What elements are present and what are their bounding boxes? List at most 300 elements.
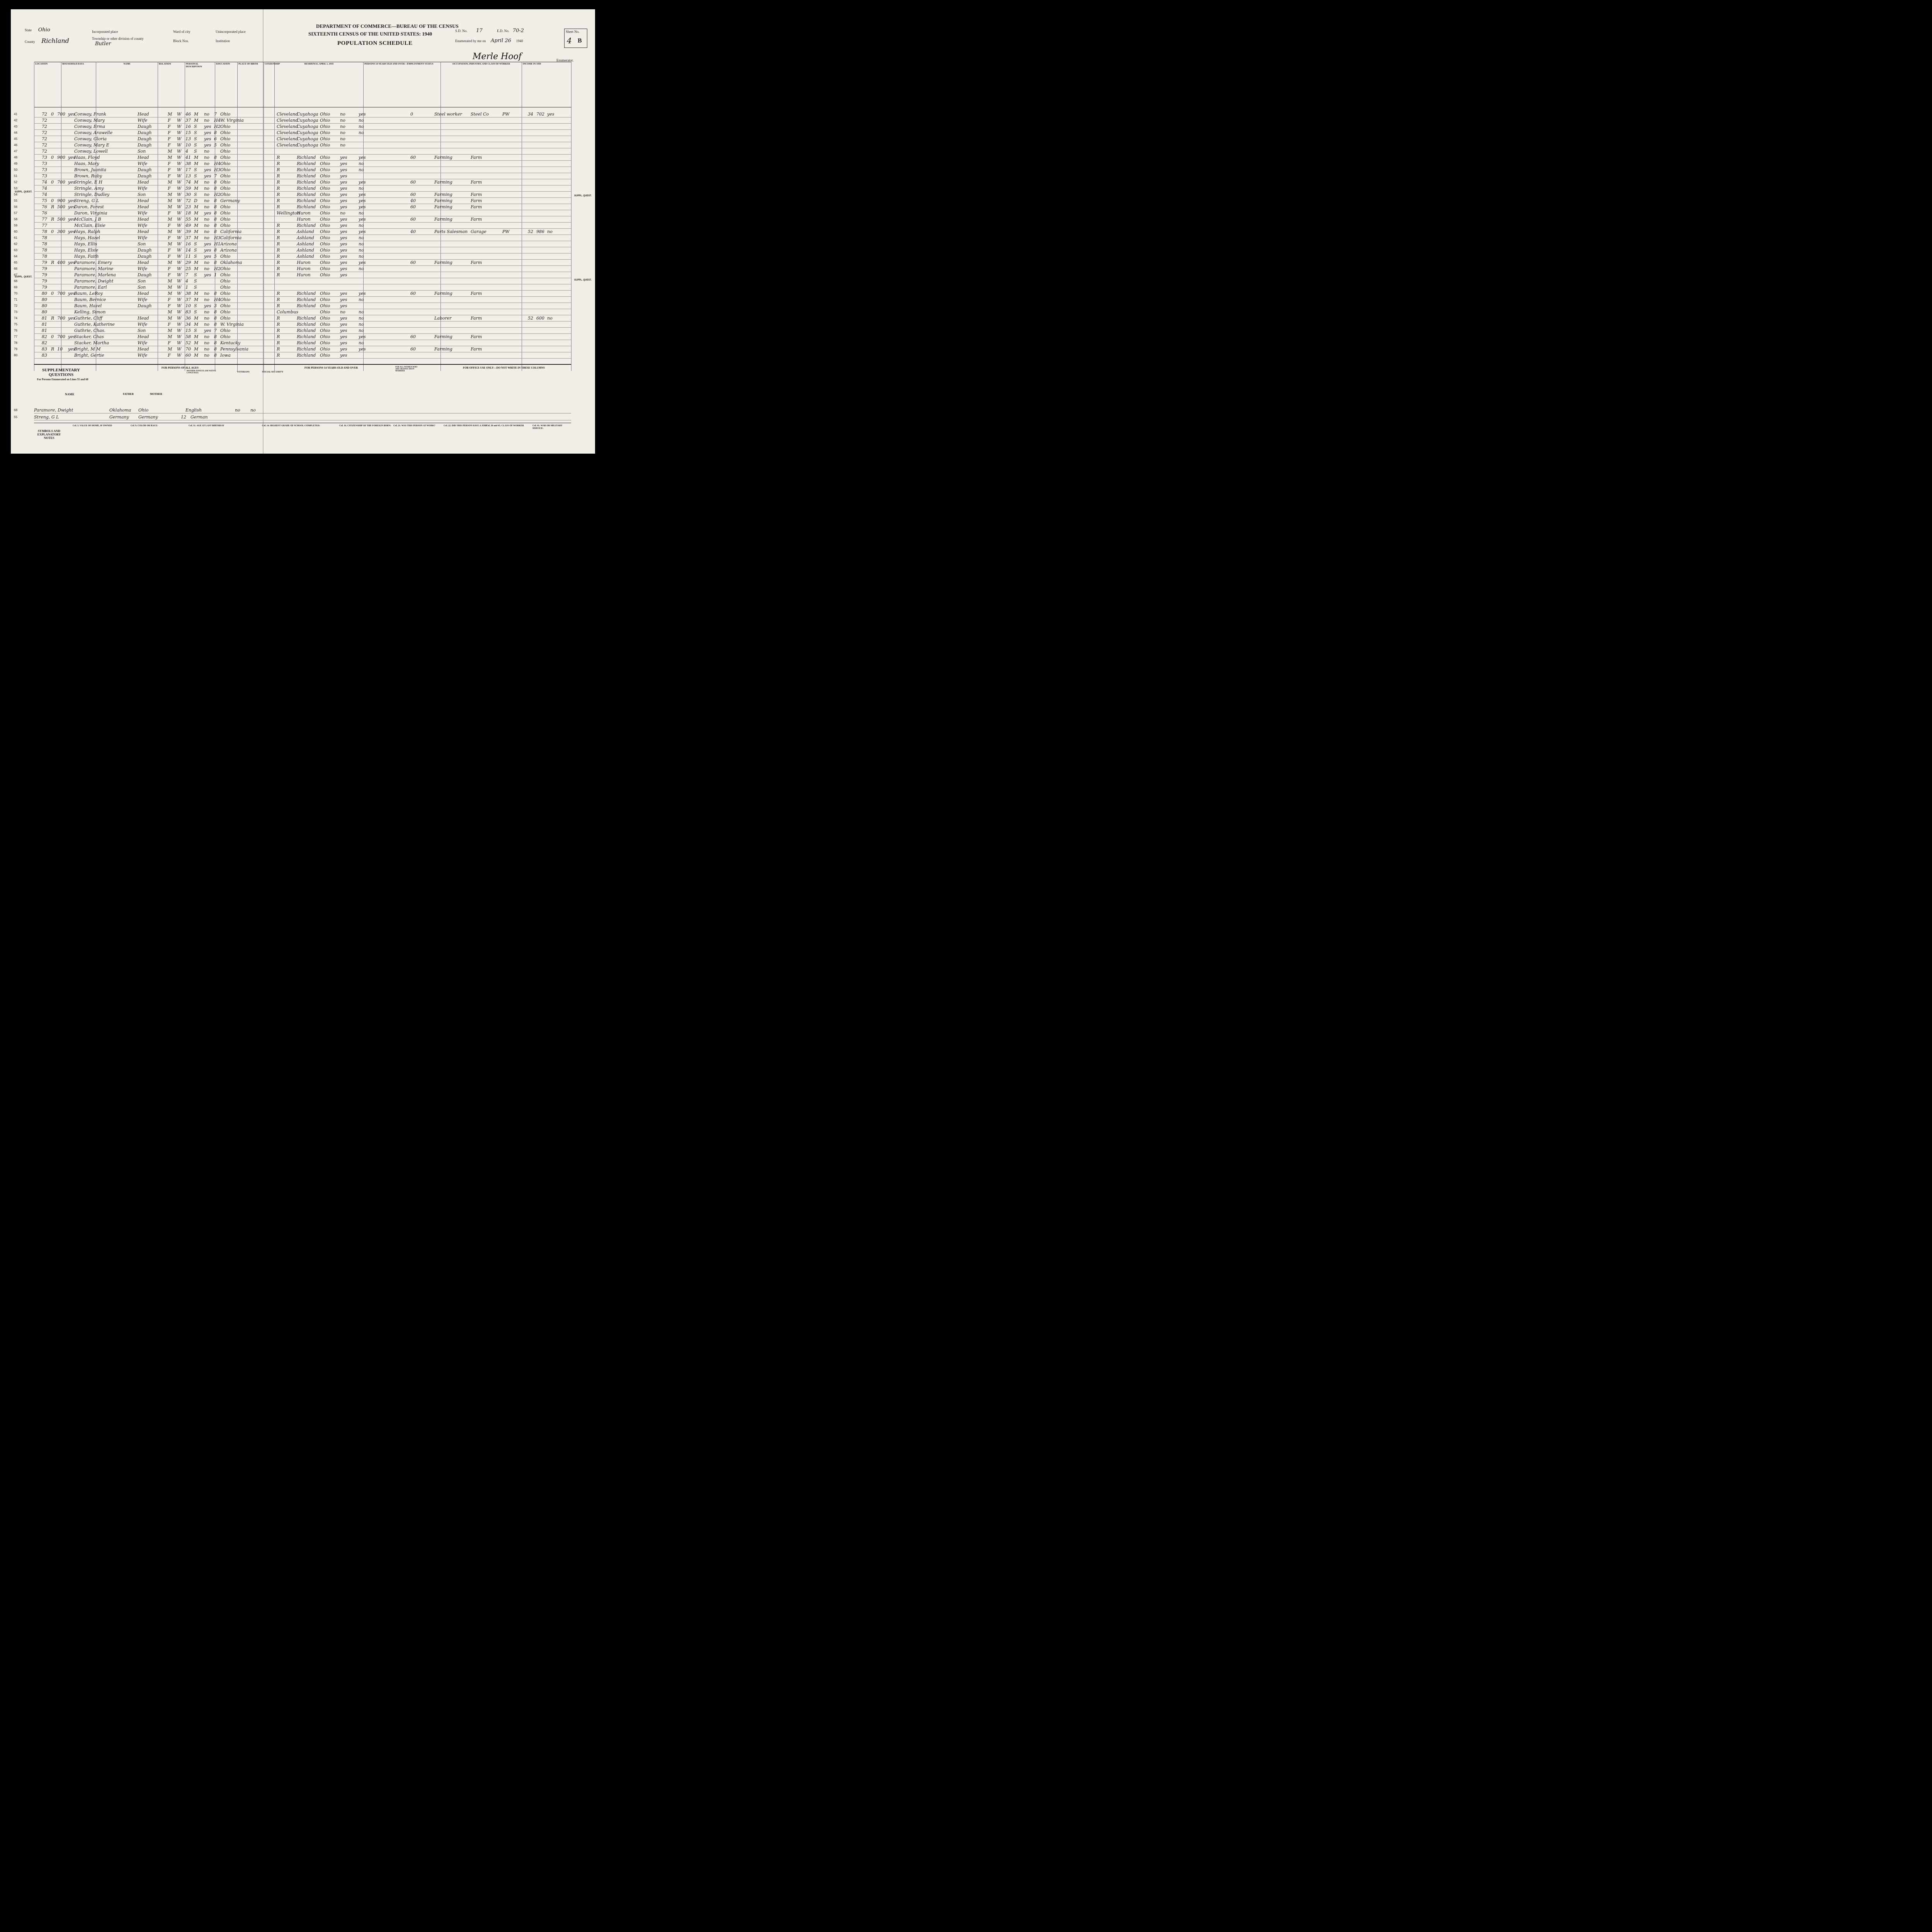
column-headings bbox=[34, 62, 571, 107]
city-1935: R bbox=[277, 322, 280, 327]
relation: Daugh bbox=[138, 303, 152, 308]
person-name: Stacker, Martha bbox=[74, 340, 109, 345]
line-number: 77 bbox=[14, 335, 17, 338]
race: W bbox=[177, 136, 182, 141]
wages: 702 bbox=[536, 112, 544, 117]
footer-col11: Col. 11. AGE AT LAST BIRTHDAY bbox=[189, 425, 224, 427]
table-row bbox=[14, 309, 571, 315]
birthplace: Ohio bbox=[220, 303, 231, 308]
supp-line: 55 bbox=[14, 415, 17, 419]
footer-col9: Col. 9. COLOR OR RACE: bbox=[131, 425, 158, 427]
occupation: Parts Salesman bbox=[434, 229, 468, 234]
race: W bbox=[177, 353, 182, 358]
person-name: McClain, Elsie bbox=[74, 223, 105, 228]
hours-worked: 60 bbox=[410, 291, 416, 296]
relation: Daugh bbox=[138, 124, 152, 129]
band-all-ages: FOR PERSONS OF ALL AGES bbox=[162, 366, 199, 369]
occupation: Farming bbox=[434, 180, 452, 185]
relation: Daugh bbox=[138, 130, 152, 135]
institution-field bbox=[216, 39, 230, 43]
marital-status: S bbox=[194, 310, 197, 315]
marital-status: M bbox=[194, 155, 199, 160]
grade: 8 bbox=[214, 340, 217, 345]
sex: M bbox=[168, 242, 172, 247]
age: 17 bbox=[185, 167, 191, 172]
attending-school: no bbox=[204, 347, 209, 352]
birthplace: Ohio bbox=[220, 266, 231, 271]
state-1935: Ohio bbox=[320, 155, 330, 160]
industry: Farm bbox=[471, 334, 482, 339]
county-1935: Richland bbox=[297, 192, 316, 197]
visitation: 0 bbox=[51, 229, 54, 234]
age: 72 bbox=[185, 198, 191, 203]
person-name: Daron, Virginia bbox=[74, 211, 107, 216]
industry: Farm bbox=[471, 316, 482, 321]
incorporated-label: Incorporated place bbox=[92, 30, 118, 34]
hours-worked: 40 bbox=[410, 198, 416, 203]
birthplace: W. Virginia bbox=[220, 118, 244, 123]
county-1935: Richland bbox=[297, 340, 316, 345]
sheet-box bbox=[564, 29, 587, 48]
supp-name-header: NAME bbox=[65, 393, 75, 396]
occupation: Farming bbox=[434, 217, 452, 222]
industry: Steel Co bbox=[471, 112, 489, 117]
enumerated-field bbox=[455, 38, 523, 44]
farm-flag: yes bbox=[68, 112, 75, 117]
marital-status: M bbox=[194, 112, 199, 117]
relation: Head bbox=[138, 291, 149, 296]
occupation: Farming bbox=[434, 155, 452, 160]
state-1935: Ohio bbox=[320, 204, 330, 209]
line-number: 67 bbox=[14, 273, 17, 277]
age: 25 bbox=[185, 266, 191, 271]
person-name: Conway, Mary E bbox=[74, 143, 109, 148]
person-name: Paramore, Dwight bbox=[74, 279, 114, 284]
person-name: Guthrie, Katherine bbox=[74, 322, 115, 327]
birthplace: California bbox=[220, 235, 242, 240]
person-name: Baum, Bernice bbox=[74, 297, 106, 302]
table-row bbox=[14, 297, 571, 303]
county-label: County bbox=[25, 40, 35, 44]
table-row bbox=[14, 111, 571, 117]
visitation: R bbox=[51, 217, 54, 222]
person-name: Stringle, E H bbox=[74, 180, 102, 185]
sex: F bbox=[168, 297, 171, 302]
occupation: Laborer bbox=[434, 316, 452, 321]
class-of-worker: PW bbox=[502, 229, 510, 234]
birthplace: Ohio bbox=[220, 130, 231, 135]
grade: H2 bbox=[214, 266, 221, 271]
farm-flag: yes bbox=[68, 180, 75, 185]
birthplace: Germany bbox=[220, 198, 240, 203]
person-name: Paramore, Marine bbox=[74, 266, 114, 271]
table-row bbox=[14, 321, 571, 328]
age: 29 bbox=[185, 260, 191, 265]
marital-status: M bbox=[194, 266, 199, 271]
table-row bbox=[14, 198, 571, 204]
enumerated-year: 1940 bbox=[516, 39, 523, 43]
birthplace: Ohio bbox=[220, 310, 231, 315]
county-1935: Richland bbox=[297, 155, 316, 160]
state-field bbox=[25, 27, 50, 33]
race: W bbox=[177, 161, 182, 166]
house-number: 79 bbox=[42, 279, 47, 284]
table-row bbox=[14, 167, 571, 173]
farm-flag: yes bbox=[68, 260, 75, 265]
city-1935: R bbox=[277, 266, 280, 271]
table-row bbox=[14, 346, 571, 352]
farm-1935: yes bbox=[340, 254, 347, 259]
marital-status: S bbox=[194, 192, 197, 197]
age: 7 bbox=[185, 272, 188, 277]
marital-status: M bbox=[194, 316, 199, 321]
birthplace: Ohio bbox=[220, 180, 231, 185]
sex: M bbox=[168, 192, 172, 197]
occupation: Farming bbox=[434, 260, 452, 265]
attending-school: no bbox=[204, 118, 209, 123]
ed-label: E.D. No. bbox=[497, 29, 509, 33]
age: 39 bbox=[185, 229, 191, 234]
farm-1935: no bbox=[340, 310, 345, 315]
relation: Daugh bbox=[138, 143, 152, 148]
line-number: 46 bbox=[14, 143, 17, 147]
state-1935: Ohio bbox=[320, 112, 330, 117]
enumerated-date: April 26 bbox=[490, 38, 511, 44]
at-work: no bbox=[359, 254, 364, 259]
age: 18 bbox=[185, 211, 191, 216]
relation: Head bbox=[138, 204, 149, 209]
sex: M bbox=[168, 112, 172, 117]
line-number: 63 bbox=[14, 248, 17, 252]
farm-1935: no bbox=[340, 136, 345, 141]
sex: F bbox=[168, 272, 171, 277]
sex: M bbox=[168, 155, 172, 160]
person-name: Conway, Erma bbox=[74, 124, 105, 129]
county-1935: Ashland bbox=[297, 229, 314, 234]
relation: Head bbox=[138, 217, 149, 222]
farm-1935: yes bbox=[340, 242, 347, 247]
birthplace: Ohio bbox=[220, 285, 231, 290]
city-1935: Cleveland bbox=[277, 136, 298, 141]
house-number: 83 bbox=[42, 353, 47, 358]
birthplace: Oklahoma bbox=[220, 260, 242, 265]
attending-school: no bbox=[204, 316, 209, 321]
attending-school: no bbox=[204, 322, 209, 327]
farm-1935: no bbox=[340, 211, 345, 216]
birthplace: Ohio bbox=[220, 291, 231, 296]
house-number: 80 bbox=[42, 303, 47, 308]
relation: Wife bbox=[138, 235, 148, 240]
line-number: 47 bbox=[14, 150, 17, 153]
enumerated-label: Enumerated by me on bbox=[455, 39, 486, 43]
supp-quest-note-left: SUPPL. QUEST. bbox=[15, 191, 32, 193]
home-value: 700 bbox=[57, 334, 65, 339]
supp-code: 12 bbox=[181, 415, 186, 420]
sex: M bbox=[168, 310, 172, 315]
grade: 7 bbox=[214, 112, 217, 117]
heading-employment: PERSONS 14 YEARS OLD AND OVER—EMPLOYMENT STATUS bbox=[363, 62, 440, 108]
farm-1935: yes bbox=[340, 328, 347, 333]
house-number: 79 bbox=[42, 266, 47, 271]
institution-label: Institution bbox=[216, 39, 230, 43]
birthplace: Kentucky bbox=[220, 340, 241, 345]
grade: H4 bbox=[214, 161, 221, 166]
person-name: Haas, Mary bbox=[74, 161, 99, 166]
table-row bbox=[14, 223, 571, 229]
state-1935: Ohio bbox=[320, 198, 330, 203]
age: 13 bbox=[185, 173, 191, 179]
age: 70 bbox=[185, 347, 191, 352]
sex: F bbox=[168, 340, 171, 345]
county-1935: Richland bbox=[297, 198, 316, 203]
occupation: Farming bbox=[434, 334, 452, 339]
county-value: Richland bbox=[41, 37, 69, 44]
attending-school: yes bbox=[204, 242, 211, 247]
farm-1935: yes bbox=[340, 229, 347, 234]
township-value: Butler bbox=[95, 41, 111, 47]
farm-flag: yes bbox=[68, 229, 75, 234]
age: 15 bbox=[185, 130, 191, 135]
house-number: 80 bbox=[42, 291, 47, 296]
state-1935: Ohio bbox=[320, 143, 330, 148]
age: 37 bbox=[185, 118, 191, 123]
race: W bbox=[177, 192, 182, 197]
marital-status: M bbox=[194, 217, 199, 222]
birthplace: Ohio bbox=[220, 149, 231, 154]
race: W bbox=[177, 167, 182, 172]
farm-1935: yes bbox=[340, 272, 347, 277]
age: 38 bbox=[185, 291, 191, 296]
city-1935: R bbox=[277, 334, 280, 339]
state-1935: Ohio bbox=[320, 334, 330, 339]
birthplace: Ohio bbox=[220, 192, 231, 197]
attending-school: yes bbox=[204, 254, 211, 259]
age: 58 bbox=[185, 334, 191, 339]
farm-1935: yes bbox=[340, 334, 347, 339]
supplementary-title: SUPPLEMENTARY QUESTIONS bbox=[42, 368, 80, 377]
marital-status: S bbox=[194, 124, 197, 129]
relation: Head bbox=[138, 347, 149, 352]
county-1935: Richland bbox=[297, 303, 316, 308]
supp-father: Germany bbox=[109, 415, 129, 420]
grade: 8 bbox=[214, 248, 217, 253]
attending-school: no bbox=[204, 204, 209, 209]
attending-school: no bbox=[204, 334, 209, 339]
home-value: 700 bbox=[57, 112, 65, 117]
person-name: McClain, J B bbox=[74, 217, 101, 222]
person-name: Conway, Frank bbox=[74, 112, 107, 117]
farm-flag: yes bbox=[68, 217, 75, 222]
birthplace: Ohio bbox=[220, 204, 231, 209]
table-row bbox=[14, 247, 571, 253]
grade: 8 bbox=[214, 180, 217, 185]
at-work: no bbox=[359, 211, 364, 216]
sex: M bbox=[168, 291, 172, 296]
grade: 8 bbox=[214, 198, 217, 203]
relation: Wife bbox=[138, 353, 148, 358]
grade: H2 bbox=[214, 124, 221, 129]
city-1935: R bbox=[277, 192, 280, 197]
house-number: 79 bbox=[42, 272, 47, 277]
sd-field bbox=[455, 28, 483, 34]
industry: Garage bbox=[471, 229, 486, 234]
footer-col21: Col. 21. WAS THIS PERSON AT WORK? bbox=[393, 425, 435, 427]
state-label: State bbox=[25, 28, 32, 32]
occupation: Farming bbox=[434, 347, 452, 352]
grade: 8 bbox=[214, 353, 217, 358]
table-row bbox=[14, 340, 571, 346]
footer-notes bbox=[34, 423, 571, 454]
enumerator-signature: Merle Hoof bbox=[473, 52, 522, 61]
county-1935: Cuyahoga bbox=[297, 136, 318, 141]
house-number: 77 bbox=[42, 223, 47, 228]
supp-social-header: SOCIAL SECURITY bbox=[262, 371, 284, 373]
city-1935: R bbox=[277, 161, 280, 166]
attending-school: yes bbox=[204, 136, 211, 141]
weeks-worked: 52 bbox=[528, 229, 533, 234]
block-label: Block Nos. bbox=[173, 39, 189, 43]
race: W bbox=[177, 272, 182, 277]
county-1935: Cuyahoga bbox=[297, 143, 318, 148]
marital-status: S bbox=[194, 149, 197, 154]
house-number: 77 bbox=[42, 217, 47, 222]
supp-veterans-header: VETERANS bbox=[237, 371, 250, 373]
state-1935: Ohio bbox=[320, 130, 330, 135]
state-1935: Ohio bbox=[320, 217, 330, 222]
farm-1935: yes bbox=[340, 340, 347, 345]
wages: 600 bbox=[536, 316, 544, 321]
person-name: Streng, G L bbox=[74, 198, 99, 203]
attending-school: no bbox=[204, 353, 209, 358]
at-work: no bbox=[359, 118, 364, 123]
supp-tongue-header: MOTHER TONGUE (OR NATIVE LANGUAGE) bbox=[187, 370, 216, 374]
heading-relation: RELATION bbox=[158, 62, 185, 108]
line-number: 65 bbox=[14, 261, 17, 264]
person-name: Stringle, Dudley bbox=[74, 192, 110, 197]
city-1935: R bbox=[277, 347, 280, 352]
house-number: 82 bbox=[42, 340, 47, 345]
table-row bbox=[14, 266, 571, 272]
heading-income: INCOME IN 1939 bbox=[522, 62, 571, 108]
visitation: R bbox=[51, 204, 54, 209]
birthplace: Ohio bbox=[220, 143, 231, 148]
sex: F bbox=[168, 173, 171, 179]
city-1935: R bbox=[277, 242, 280, 247]
at-work: no bbox=[359, 235, 364, 240]
age: 30 bbox=[185, 192, 191, 197]
footer-col14: Col. 14. HIGHEST GRADE OF SCHOOL COMPLETED: bbox=[262, 425, 320, 427]
age: 36 bbox=[185, 316, 191, 321]
relation: Head bbox=[138, 334, 149, 339]
race: W bbox=[177, 285, 182, 290]
attending-school: yes bbox=[204, 328, 211, 333]
age: 55 bbox=[185, 217, 191, 222]
farm-1935: yes bbox=[340, 198, 347, 203]
grade: 6 bbox=[214, 136, 217, 141]
state-1935: Ohio bbox=[320, 229, 330, 234]
state-1935: Ohio bbox=[320, 192, 330, 197]
county-1935: Richland bbox=[297, 204, 316, 209]
farm-1935: yes bbox=[340, 260, 347, 265]
at-work: yes bbox=[359, 260, 366, 265]
heading-education: EDUCATION bbox=[215, 62, 237, 108]
person-name: Haas, Floyd bbox=[74, 155, 100, 160]
table-row bbox=[14, 161, 571, 167]
sex: F bbox=[168, 161, 171, 166]
county-1935: Huron bbox=[297, 260, 311, 265]
marital-status: M bbox=[194, 180, 199, 185]
marital-status: M bbox=[194, 353, 199, 358]
grade: 7 bbox=[214, 173, 217, 179]
state-1935: Ohio bbox=[320, 248, 330, 253]
grade: 8 bbox=[214, 260, 217, 265]
age: 83 bbox=[185, 310, 191, 315]
sex: M bbox=[168, 347, 172, 352]
schedule-title: POPULATION SCHEDULE bbox=[337, 40, 413, 46]
at-work: no bbox=[359, 328, 364, 333]
table-row bbox=[14, 284, 571, 291]
grade: 3 bbox=[214, 303, 217, 308]
farm-1935: yes bbox=[340, 192, 347, 197]
sex: M bbox=[168, 217, 172, 222]
race: W bbox=[177, 347, 182, 352]
farm-1935: yes bbox=[340, 223, 347, 228]
house-number: 80 bbox=[42, 310, 47, 315]
race: W bbox=[177, 266, 182, 271]
relation: Head bbox=[138, 112, 149, 117]
at-work: yes bbox=[359, 192, 366, 197]
line-number: 66 bbox=[14, 267, 17, 270]
birthplace: Ohio bbox=[220, 254, 231, 259]
grade: 8 bbox=[214, 217, 217, 222]
visitation: 0 bbox=[51, 334, 54, 339]
farm-1935: yes bbox=[340, 248, 347, 253]
attending-school: no bbox=[204, 198, 209, 203]
industry: Farm bbox=[471, 192, 482, 197]
state-1935: Ohio bbox=[320, 353, 330, 358]
grade: 8 bbox=[214, 211, 217, 216]
supplementary-section bbox=[14, 364, 571, 422]
sex: F bbox=[168, 124, 171, 129]
county-1935: Huron bbox=[297, 272, 311, 277]
home-value: 500 bbox=[57, 204, 65, 209]
city-1935: R bbox=[277, 186, 280, 191]
county-1935: Ashland bbox=[297, 242, 314, 247]
farm-1935: yes bbox=[340, 155, 347, 160]
person-name: Guthrie, Chas. bbox=[74, 328, 105, 333]
weeks-worked: 52 bbox=[528, 316, 533, 321]
state-1935: Ohio bbox=[320, 297, 330, 302]
line-number: 58 bbox=[14, 218, 17, 221]
table-row bbox=[14, 173, 571, 179]
person-name: Conway, Arawelle bbox=[74, 130, 113, 135]
relation: Son bbox=[138, 192, 146, 197]
line-number: 53 bbox=[14, 187, 17, 190]
age: 38 bbox=[185, 161, 191, 166]
table-row bbox=[14, 204, 571, 210]
birthplace: Ohio bbox=[220, 223, 231, 228]
line-number: 80 bbox=[14, 354, 17, 357]
relation: Son bbox=[138, 279, 146, 284]
age: 59 bbox=[185, 186, 191, 191]
at-work: yes bbox=[359, 229, 366, 234]
supp-tongue: German bbox=[190, 415, 208, 420]
line-number: 54 bbox=[14, 193, 17, 196]
house-number: 74 bbox=[42, 192, 47, 197]
person-name: Brown, Ruby bbox=[74, 173, 102, 179]
county-1935: Ashland bbox=[297, 248, 314, 253]
marital-status: S bbox=[194, 303, 197, 308]
